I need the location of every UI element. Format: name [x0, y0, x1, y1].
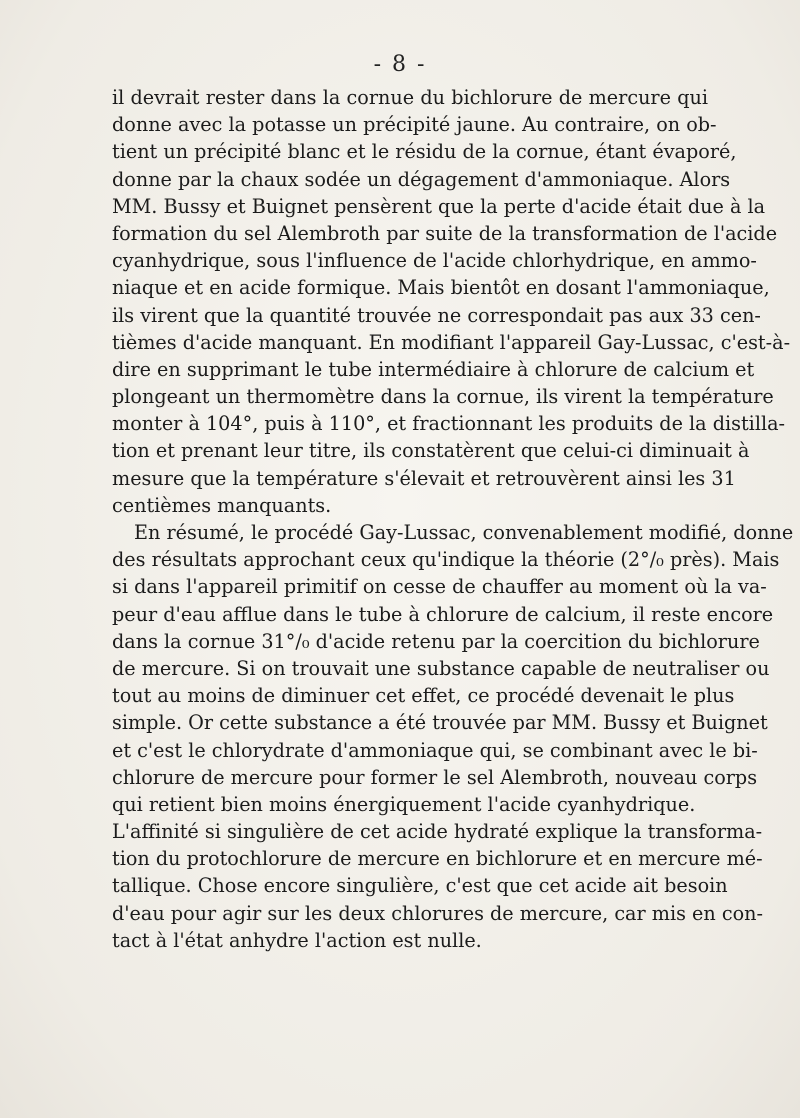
text-line: formation du sel Alembroth par suite de la transformation de l'acide	[112, 221, 778, 245]
text-line: niaque et en acide formique. Mais bientôt en dosant l'ammoniaque,	[112, 276, 770, 300]
text-line: mesure que la température s'élevait et retrouvèrent ainsi les 31	[112, 466, 736, 490]
text-line: tion du protochlorure de mercure en bichlorure et en mercure mé-	[112, 847, 763, 871]
body-text	[112, 84, 794, 954]
paragraph-end-line: centièmes manquants.	[112, 493, 332, 517]
text-line: d'eau pour agir sur les deux chlorures de mercure, car mis en con-	[112, 901, 763, 925]
text-line: des résultats approchant ceux qu'indique la théorie (2°/₀ près). Mais	[112, 548, 780, 572]
text-line: monter à 104°, puis à 110°, et fractionnant les produits de la distilla-	[112, 412, 786, 436]
text-line: il devrait rester dans la cornue du bichlorure de mercure qui	[112, 86, 708, 109]
paragraph-end-line: qui retient bien moins énergiquement l'acide cyanhydrique.	[112, 792, 696, 816]
text-line: tient un précipité blanc et le résidu de la cornue, étant évaporé,	[112, 140, 737, 164]
text-line: tout au moins de diminuer cet effet, ce procédé devenait le plus	[112, 684, 735, 708]
text-line: dans la cornue 31°/₀ d'acide retenu par la coercition du bichlorure	[112, 629, 760, 653]
text-line: donne avec la potasse un précipité jaune. Au contraire, on ob-	[112, 113, 717, 137]
text-line: tallique. Chose encore singulière, c'est que cet acide ait besoin	[112, 874, 728, 898]
text-line: donne par la chaux sodée un dégagement d'ammoniaque. Alors	[112, 167, 731, 191]
text-line: tion et prenant leur titre, ils constatèrent que celui-ci diminuait à	[112, 439, 750, 463]
paragraph-start-line: En résumé, le procédé Gay-Lussac, convenablement modifié, donne	[134, 521, 794, 544]
text-line: MM. Bussy et Buignet pensèrent que la perte d'acide était due à la	[112, 194, 766, 218]
text-line: si dans l'appareil primitif on cesse de chauffer au moment où la va-	[112, 575, 767, 599]
text-line: et c'est le chlorydrate d'ammoniaque qui, se combinant avec le bi-	[112, 738, 758, 762]
text-line: dire en supprimant le tube intermédiaire à chlorure de calcium et	[112, 357, 755, 381]
text-line: peur d'eau afflue dans le tube à chlorure de calcium, il reste encore	[112, 602, 774, 626]
text-line: de mercure. Si on trouvait une substance capable de neutraliser ou	[112, 656, 770, 680]
text-line: plongeant un thermomètre dans la cornue, ils virent la température	[112, 385, 774, 409]
text-line: ils virent que la quantité trouvée ne correspondait pas aux 33 cen-	[112, 303, 761, 327]
paragraph-end-line: tact à l'état anhydre l'action est nulle.	[112, 928, 482, 952]
text-line: tièmes d'acide manquant. En modifiant l'appareil Gay-Lussac, c'est-à-	[112, 330, 791, 354]
text-line: cyanhydrique, sous l'influence de l'acide chlorhydrique, en ammo-	[112, 249, 757, 273]
page-number: - 8 -	[373, 52, 427, 77]
text-line: chlorure de mercure pour former le sel Alembroth, nouveau corps	[112, 765, 758, 789]
paragraph-start-line: L'affinité si singulière de cet acide hydraté explique la transforma-	[112, 820, 763, 844]
text-line: simple. Or cette substance a été trouvée par MM. Bussy et Buignet	[112, 711, 768, 735]
